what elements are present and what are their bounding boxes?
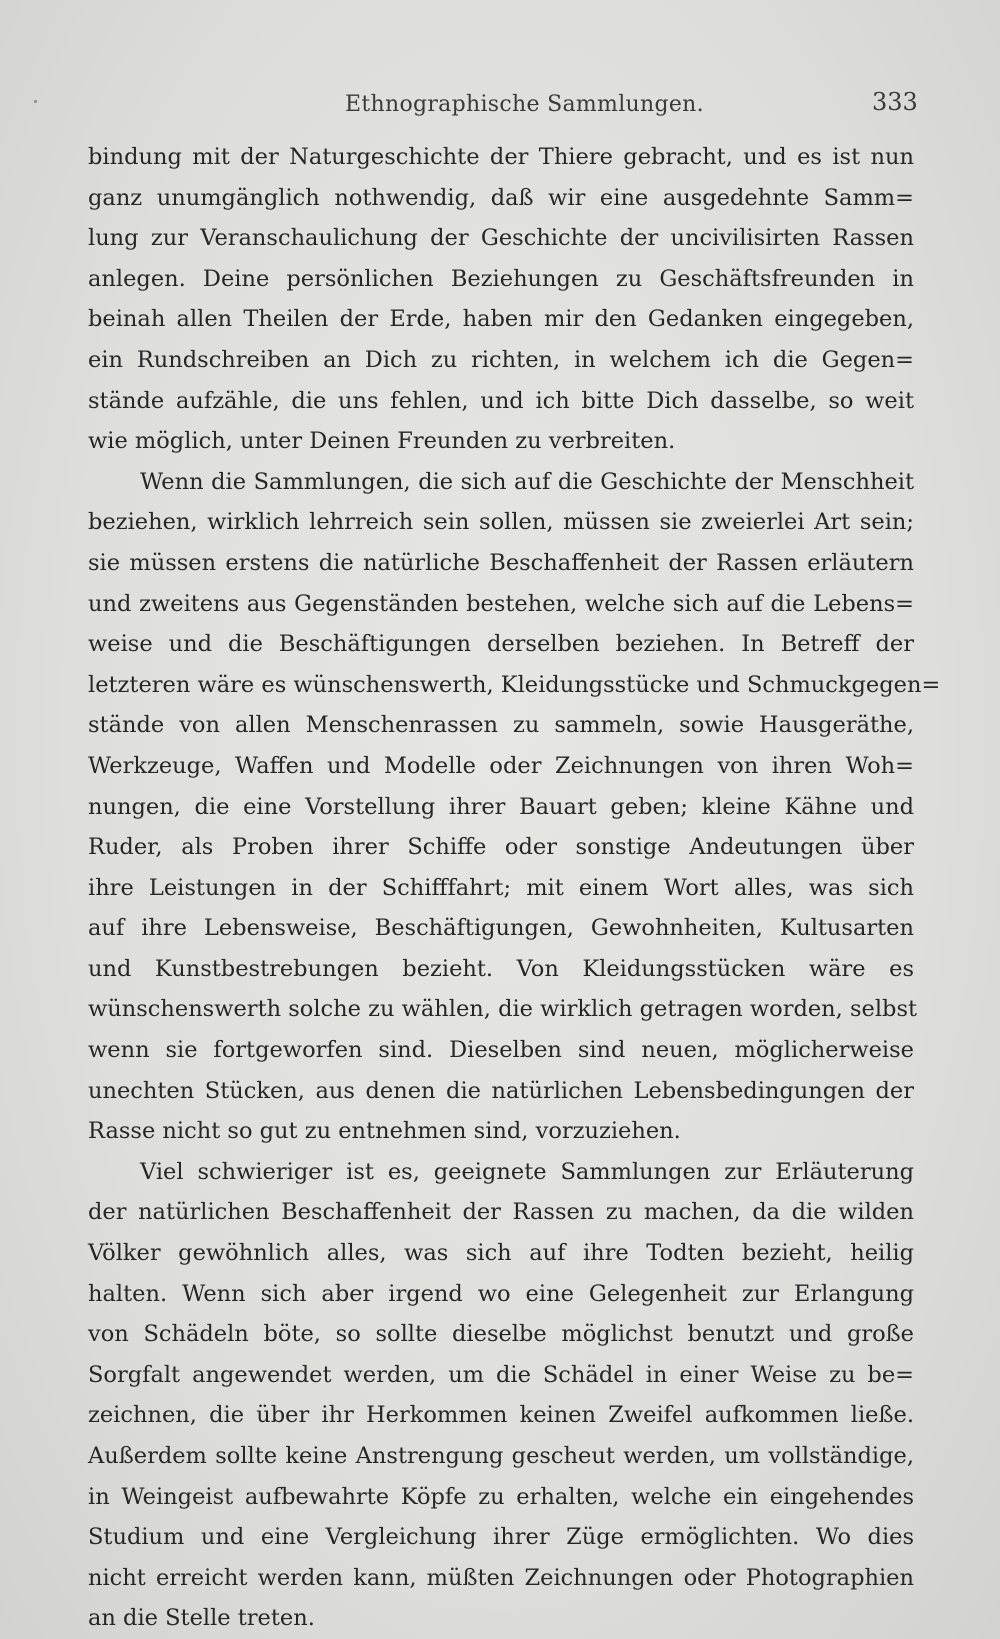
text-line: und Kunstbestrebungen bezieht. Von Kleidungsstücken wäre es	[88, 955, 914, 982]
text-line: Werkzeuge, Waffen und Modelle oder Zeichnungen von ihren Woh=	[88, 752, 914, 779]
text-line: ein Rundschreiben an Dich zu richten, in welchem ich die Gegen=	[88, 346, 914, 373]
text-line: Wenn die Sammlungen, die sich auf die Geschichte der Menschheit	[140, 468, 914, 495]
text-line: wie möglich, unter Deinen Freunden zu verbreiten.	[88, 428, 676, 455]
text-line: Völker gewöhnlich alles, was sich auf ihre Todten bezieht, heilig	[88, 1240, 914, 1267]
text-line: ganz unumgänglich nothwendig, daß wir eine ausgedehnte Samm=	[88, 184, 914, 211]
text-line: halten. Wenn sich aber irgend wo eine Gelegenheit zur Erlangung	[88, 1280, 914, 1307]
body-text	[88, 137, 941, 1639]
text-line: der natürlichen Beschaffenheit der Rassen zu machen, da die wilden	[88, 1199, 914, 1226]
text-line: Ruder, als Proben ihrer Schiffe oder sonstige Andeutungen über	[88, 834, 914, 861]
text-line: beinah allen Theilen der Erde, haben mir den Gedanken eingegeben,	[88, 306, 914, 333]
text-line: wünschenswerth solche zu wählen, die wirklich getragen worden, selbst	[88, 996, 918, 1023]
text-line: zeichnen, die über ihr Herkommen keinen Zweifel aufkommen ließe.	[88, 1402, 914, 1429]
text-line: stände von allen Menschenrassen zu sammeln, sowie Hausgeräthe,	[88, 712, 914, 739]
page-speck	[34, 100, 37, 103]
text-line: lung zur Veranschaulichung der Geschichte der uncivilisirten Rassen	[88, 225, 914, 252]
text-line: Viel schwieriger ist es, geeignete Sammlungen zur Erläuterung	[140, 1158, 914, 1185]
text-line: Außerdem sollte keine Anstrengung gescheut werden, um vollständige,	[88, 1443, 914, 1469]
text-line: in Weingeist aufbewahrte Köpfe zu erhalten, welche ein eingehendes	[88, 1483, 914, 1510]
text-line: weise und die Beschäftigungen derselben beziehen. In Betreff der	[88, 631, 914, 658]
text-line: an die Stelle treten.	[88, 1605, 315, 1632]
text-line: anlegen. Deine persönlichen Beziehungen zu Geschäftsfreunden in	[88, 265, 914, 292]
text-line: Studium und eine Vergleichung ihrer Züge ermöglichten. Wo dies	[88, 1524, 914, 1551]
text-line: Rasse nicht so gut zu entnehmen sind, vorzuziehen.	[88, 1118, 681, 1145]
text-line: und zweitens aus Gegenständen bestehen, welche sich auf die Lebens=	[88, 590, 914, 617]
text-line: letzteren wäre es wünschenswerth, Kleidungsstücke und Schmuckgegen=	[88, 671, 941, 698]
text-line: Sorgfalt angewendet werden, um die Schädel in einer Weise zu be=	[88, 1361, 914, 1388]
text-line: unechten Stücken, aus denen die natürlichen Lebensbedingungen der	[88, 1077, 914, 1104]
text-line: sie müssen erstens die natürliche Beschaffenheit der Rassen erläutern	[88, 549, 914, 576]
text-line: ihre Leistungen in der Schifffahrt; mit einem Wort alles, was sich	[88, 874, 914, 901]
running-title: Ethnographische Sammlungen.	[345, 92, 704, 117]
text-line: auf ihre Lebensweise, Beschäftigungen, Gewohnheiten, Kultusarten	[88, 915, 914, 942]
text-line: nicht erreicht werden kann, müßten Zeichnungen oder Photographien	[88, 1564, 914, 1591]
text-line: bindung mit der Naturgeschichte der Thiere gebracht, und es ist nun	[88, 144, 914, 170]
page-number: 333	[872, 88, 918, 116]
text-line: nungen, die eine Vorstellung ihrer Bauart geben; kleine Kähne und	[88, 793, 914, 820]
text-line: stände aufzähle, die uns fehlen, und ich bitte Dich dasselbe, so weit	[88, 387, 914, 414]
text-line: wenn sie fortgeworfen sind. Dieselben sind neuen, möglicherweise	[88, 1037, 914, 1064]
text-line: beziehen, wirklich lehrreich sein sollen, müssen sie zweierlei Art sein;	[88, 509, 914, 536]
text-line: von Schädeln böte, so sollte dieselbe möglichst benutzt und große	[88, 1321, 914, 1348]
